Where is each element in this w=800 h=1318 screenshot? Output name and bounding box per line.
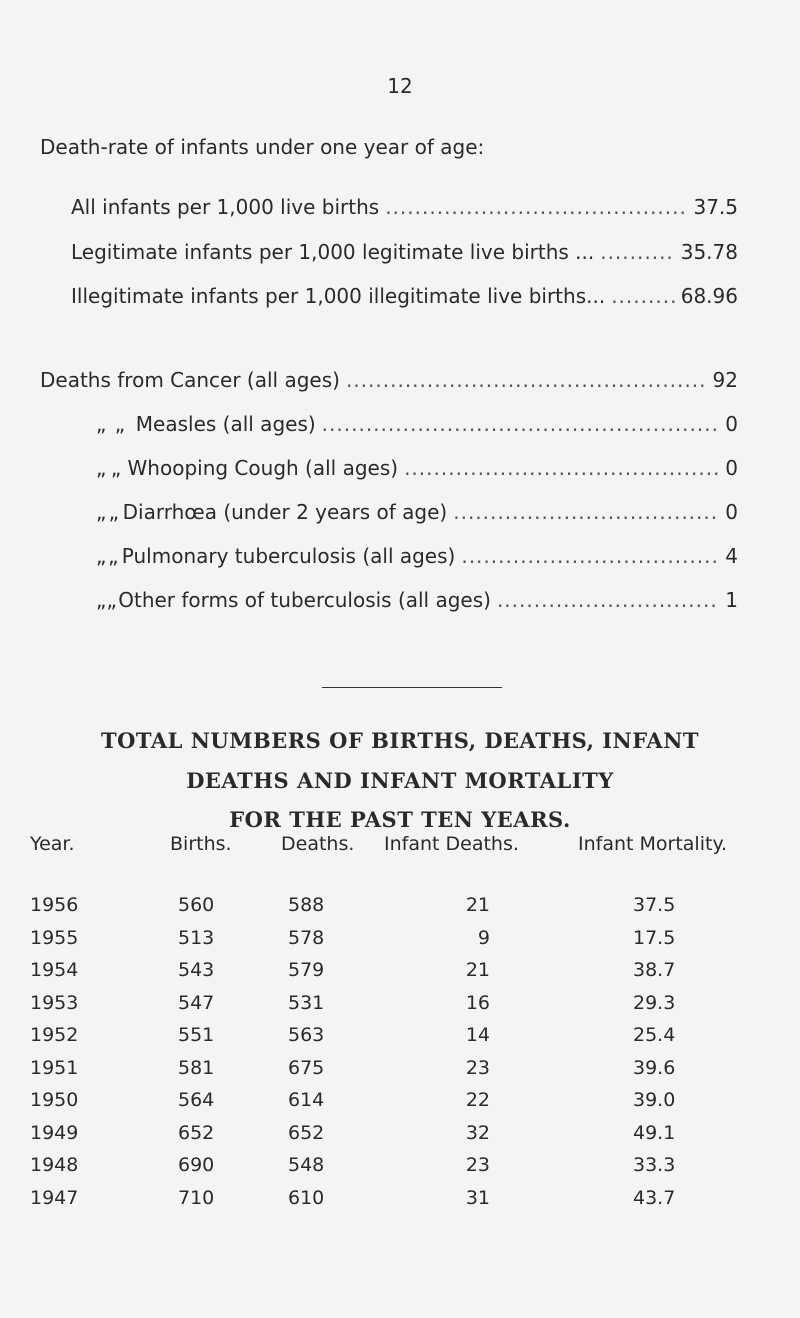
death-rate-value: 37.5 <box>693 195 738 219</box>
deaths-from-label: Measles (all ages) <box>135 412 316 436</box>
cell-births: 581 <box>178 1056 215 1079</box>
table-title-line-1: TOTAL NUMBERS OF BIRTHS, DEATHS, INFANT <box>100 728 700 753</box>
ditto-mark: „ <box>96 588 107 612</box>
cell-year: 1950 <box>30 1089 79 1111</box>
deaths-from-label: Pulmonary tuberculosis (all ages) <box>121 544 456 568</box>
deaths-from-value: 4 <box>725 544 738 568</box>
deaths-from-value: 0 <box>725 500 738 524</box>
cell-year: 1953 <box>30 991 79 1014</box>
death-rate-row <box>71 240 738 264</box>
cell-infant-mortality: 37.5 <box>633 894 676 916</box>
leader-dots <box>600 240 675 264</box>
cell-year: 1951 <box>30 1056 79 1079</box>
deaths-from-label: Whooping Cough (all ages) <box>127 456 399 480</box>
ditto-mark: „ <box>106 588 117 612</box>
cell-infant-deaths: 23 <box>465 1154 490 1176</box>
ditto-mark: „ <box>96 456 107 480</box>
cell-deaths: 652 <box>288 1121 325 1144</box>
ditto-mark: „ <box>114 412 126 436</box>
cell-year: 1952 <box>30 1024 79 1046</box>
cell-year: 1956 <box>30 894 79 916</box>
leader-dots <box>461 544 719 568</box>
deaths-from-row <box>96 588 738 612</box>
cell-year: 1949 <box>30 1121 79 1144</box>
cell-year: 1948 <box>30 1154 79 1176</box>
cell-births: 543 <box>178 959 215 981</box>
ditto-mark: „ <box>96 544 107 568</box>
deaths-cancer-row <box>40 368 738 392</box>
death-rate-row <box>71 195 738 219</box>
leader-dots <box>322 412 720 436</box>
deaths-from-value: 0 <box>725 456 738 480</box>
cell-infant-deaths: 22 <box>465 1089 490 1111</box>
deaths-from-row <box>96 412 738 436</box>
death-rate-label: All infants per 1,000 live births <box>71 195 380 219</box>
death-rate-label: Illegitimate infants per 1,000 illegitimate live births... <box>71 284 606 308</box>
deaths-from-row <box>96 500 738 524</box>
cell-deaths: 675 <box>288 1056 325 1079</box>
cell-year: 1954 <box>30 959 79 981</box>
cell-births: 547 <box>178 991 215 1014</box>
cell-infant-mortality: 49.1 <box>633 1121 676 1144</box>
col-header-year: Year. <box>30 833 75 855</box>
cell-infant-deaths: 14 <box>465 1024 490 1046</box>
col-header-deaths: Deaths. <box>281 833 355 855</box>
cell-infant-deaths: 21 <box>465 894 490 916</box>
cell-infant-deaths: 21 <box>465 959 490 981</box>
cell-infant-deaths: 16 <box>465 991 490 1014</box>
table-title-line-3: FOR THE PAST TEN YEARS. <box>229 807 571 832</box>
cell-deaths: 531 <box>288 991 325 1014</box>
ditto-mark: „ <box>108 544 119 568</box>
death-rate-value: 68.96 <box>680 284 738 308</box>
table-title-line-2: DEATHS AND INFANT MORTALITY <box>186 768 614 793</box>
ditto-mark: „ <box>108 500 119 524</box>
leader-dots <box>404 456 719 480</box>
deaths-cancer-value: 92 <box>712 368 738 392</box>
cell-deaths: 614 <box>288 1089 325 1111</box>
deaths-from-label: Other forms of tuberculosis (all ages) <box>118 588 491 612</box>
cell-infant-deaths: 23 <box>465 1056 490 1079</box>
death-rate-value: 35.78 <box>680 240 738 264</box>
cell-births: 551 <box>178 1024 215 1046</box>
deaths-from-row <box>96 456 738 480</box>
deaths-from-value: 1 <box>725 588 738 612</box>
leader-dots <box>346 368 707 392</box>
col-header-infant-deaths: Infant Deaths. <box>384 833 519 855</box>
cell-infant-mortality: 39.0 <box>633 1089 676 1111</box>
cell-infant-deaths: 32 <box>465 1121 490 1144</box>
cell-year: 1955 <box>30 926 79 949</box>
leader-dots <box>497 588 719 612</box>
cell-infant-deaths: 9 <box>477 926 490 949</box>
infant-death-rate-heading: Death-rate of infants under one year of age: <box>40 135 485 159</box>
leader-dots <box>385 195 687 219</box>
col-header-births: Births. <box>170 833 232 855</box>
page-number: 12 <box>387 74 413 98</box>
deaths-from-row <box>96 544 738 568</box>
cell-infant-mortality: 39.6 <box>633 1056 676 1079</box>
cell-infant-mortality: 38.7 <box>633 959 676 981</box>
deaths-cancer-label: Deaths from Cancer (all ages) <box>40 368 340 392</box>
deaths-from-value: 0 <box>725 412 738 436</box>
cell-births: 513 <box>178 926 215 949</box>
cell-births: 564 <box>178 1089 215 1111</box>
cell-deaths: 588 <box>288 894 325 916</box>
ditto-mark: „ <box>96 500 107 524</box>
cell-infant-mortality: 17.5 <box>633 926 676 949</box>
section-divider <box>322 687 502 688</box>
cell-infant-deaths: 31 <box>465 1186 490 1209</box>
cell-births: 690 <box>178 1154 215 1176</box>
col-header-infant-mortality: Infant Mortality. <box>578 833 728 855</box>
cell-infant-mortality: 25.4 <box>633 1024 676 1046</box>
cell-deaths: 579 <box>288 959 325 981</box>
cell-infant-mortality: 33.3 <box>633 1154 676 1176</box>
ditto-mark: „ <box>96 412 107 436</box>
cell-year: 1947 <box>30 1186 79 1209</box>
cell-infant-mortality: 43.7 <box>633 1186 676 1209</box>
cell-births: 652 <box>178 1121 215 1144</box>
cell-births: 710 <box>178 1186 215 1209</box>
death-rate-row <box>71 284 738 308</box>
leader-dots <box>611 284 675 308</box>
cell-infant-mortality: 29.3 <box>633 991 676 1014</box>
death-rate-label: Legitimate infants per 1,000 legitimate live births ... <box>71 240 595 264</box>
cell-deaths: 610 <box>288 1186 325 1209</box>
cell-births: 560 <box>178 894 215 916</box>
cell-deaths: 578 <box>288 926 325 949</box>
deaths-from-label: Diarrhœa (under 2 years of age) <box>122 500 448 524</box>
cell-deaths: 548 <box>288 1154 325 1176</box>
leader-dots <box>453 500 719 524</box>
ditto-mark: „ <box>110 456 122 480</box>
cell-deaths: 563 <box>288 1024 325 1046</box>
